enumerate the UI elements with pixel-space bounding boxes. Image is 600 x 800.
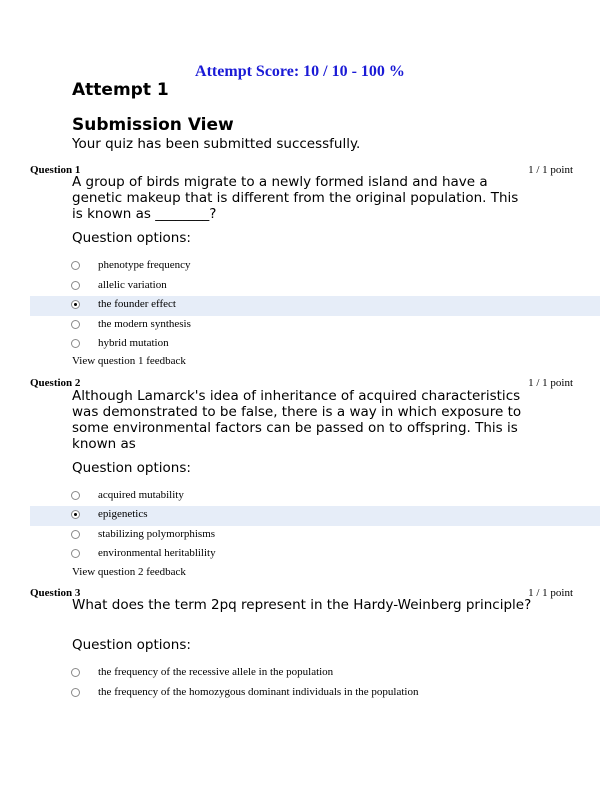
option-label: the modern synthesis xyxy=(98,318,191,330)
question-1-options-heading: Question options: xyxy=(72,230,191,246)
option-label: phenotype frequency xyxy=(98,259,191,271)
option-label: hybrid mutation xyxy=(98,337,169,349)
option-label: environmental heritablility xyxy=(98,547,216,559)
attempt-title: Attempt 1 xyxy=(72,80,169,100)
option-label: the founder effect xyxy=(98,298,176,310)
radio-button-selected[interactable] xyxy=(71,510,80,519)
question-2-text: Although Lamarck's idea of inheritance of acquired characteristics was demonstrated to be false, there is a way in which exposure to some environmental factors can be passed on to offspring. This is known as xyxy=(72,388,522,452)
question-2-options-heading: Question options: xyxy=(72,460,191,476)
submission-view-title: Submission View xyxy=(72,115,234,135)
question-1-points: 1 / 1 point xyxy=(528,164,573,176)
q1-option-2[interactable] xyxy=(30,277,600,297)
attempt-score: Attempt Score: 10 / 10 - 100 % xyxy=(195,63,405,80)
radio-button[interactable] xyxy=(71,549,80,558)
q2-option-2[interactable] xyxy=(30,506,600,526)
question-2-label: Question 2 xyxy=(30,377,81,389)
option-label: allelic variation xyxy=(98,279,167,291)
radio-button[interactable] xyxy=(71,491,80,500)
question-3-points: 1 / 1 point xyxy=(528,587,573,599)
question-2-points: 1 / 1 point xyxy=(528,377,573,389)
q1-option-5[interactable] xyxy=(30,335,600,355)
option-label: the frequency of the homozygous dominant individuals in the population xyxy=(98,686,419,698)
success-message: Your quiz has been submitted successfully. xyxy=(72,136,361,152)
option-label: stabilizing polymorphisms xyxy=(98,528,216,540)
radio-button[interactable] xyxy=(71,688,80,697)
option-label: acquired mutability xyxy=(98,489,184,501)
option-label: epigenetics xyxy=(98,508,148,520)
q3-option-2[interactable] xyxy=(30,684,600,704)
question-1-label: Question 1 xyxy=(30,164,81,176)
option-label: the frequency of the recessive allele in the population xyxy=(98,666,334,678)
q1-option-4[interactable] xyxy=(30,316,600,336)
q2-option-1[interactable] xyxy=(30,487,600,507)
question-3-options-heading: Question options: xyxy=(72,637,191,653)
radio-button[interactable] xyxy=(71,668,80,677)
radio-button[interactable] xyxy=(71,261,80,270)
q2-option-4[interactable] xyxy=(30,545,600,565)
question-1-feedback-link[interactable]: View question 1 feedback xyxy=(72,355,186,367)
question-3-label: Question 3 xyxy=(30,587,81,599)
q3-option-1[interactable] xyxy=(30,664,600,684)
question-3-text: What does the term 2pq represent in the Hardy-Weinberg principle? xyxy=(72,597,532,613)
q2-option-3[interactable] xyxy=(30,526,600,546)
radio-button[interactable] xyxy=(71,530,80,539)
radio-button[interactable] xyxy=(71,339,80,348)
question-2-feedback-link[interactable]: View question 2 feedback xyxy=(72,566,186,578)
radio-button-selected[interactable] xyxy=(71,300,80,309)
question-1-text: A group of birds migrate to a newly formed island and have a genetic makeup that is different from the original population. This is known as ________? xyxy=(72,174,519,222)
radio-button[interactable] xyxy=(71,320,80,329)
radio-button[interactable] xyxy=(71,281,80,290)
q1-option-3[interactable] xyxy=(30,296,600,316)
q1-option-1[interactable] xyxy=(30,257,600,277)
